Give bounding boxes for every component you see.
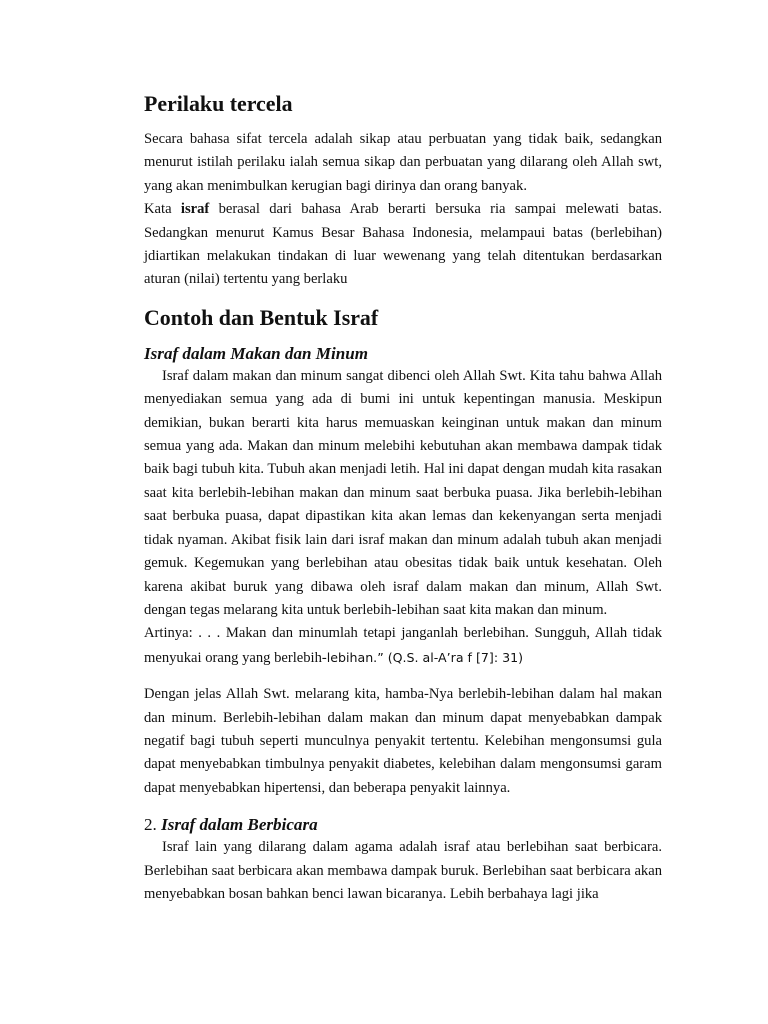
artinya-citation: lebihan.” (Q.S. al-A’ra f [7]: 31)	[326, 649, 524, 665]
israf-intro-text: Kata	[144, 201, 181, 218]
paragraph-berbicara: Israf lain yang dilarang dalam agama adalah israf atau berlebihan saat berbicara. Berlebihan saat berbicara akan membawa dampak buruk. Berlebihan saat berbicara akan menyebabkan bosan bahkan benci lawan bicaranya. Lebih berbahaya lagi jika	[144, 839, 662, 902]
paragraph-israf-definition	[144, 198, 662, 292]
section-title-contoh-bentuk-israf: Contoh dan Bentuk Israf	[144, 304, 379, 330]
paragraph-definition: Secara bahasa sifat tercela adalah sikap atau perbuatan yang tidak baik, sedangkan menurut istilah perilaku ialah semua sikap dan perbuatan yang dilarang oleh Allah swt, yang akan menimbulkan kerugian bagi dirinya dan orang banyak.	[144, 131, 662, 194]
israf-bold-term: israf	[180, 201, 210, 218]
subsection-title-makan-minum: Israf dalam Makan dan Minum	[144, 343, 368, 363]
paragraph-makan-minum: Israf dalam makan dan minum sangat dibenci oleh Allah Swt. Kita tahu bahwa Allah menyediakan semua yang ada di bumi ini untuk kepentingan manusia. Meskipun demikian, bukan berarti kita harus memuaskan keinginan untuk makan dan minum semua yang ada. Makan dan minum melebihi kebutuhan akan membawa dampak tidak baik bagi tubuh kita. Tubuh akan menjadi letih. Hal ini dapat dengan mudah kita rasakan saat kita berlebih-lebihan makan dan minum saat berbuka puasa. Jika berlebih-lebihan saat berbuka puasa, dapat dipastikan kita akan lemas dan kekenyangan serta menjadi tidak nyaman. Akibat fisik lain dari israf makan dan minum adalah tubuh akan menjadi gemuk. Kegemukan yang berlebihan atau obesitas tidak baik untuk kesehatan. Oleh karena akibat buruk yang dibawa oleh israf dalam makan dan minum, Allah Swt. dengan tegas melarang kita untuk berlebih-lebihan saat kita makan dan minum.	[144, 367, 662, 618]
subsection-number: 2.	[144, 815, 162, 835]
subsection-title-berbicara	[144, 813, 662, 836]
paragraph-larangan: Dengan jelas Allah Swt. melarang kita, hamba-Nya berlebih-lebihan dalam hal makan dan minum. Berlebih-lebihan dalam makan dan minum dapat menyebabkan dampak negatif bagi tubuh seperti munculnya penyakit tertentu. Kelebihan mengonsumsi gula dapat menyebabkan timbulnya penyakit diabetes, kelebihan dalam mengonsumsi garam dapat menyebabkan hipertensi, dan beberapa penyakit lainnya.	[144, 686, 662, 796]
document-page	[144, 90, 662, 906]
subsection-title-text: Israf dalam Berbicara	[161, 815, 318, 835]
israf-definition-text: berasal dari bahasa Arab berarti bersuka ria sampai melewati batas. Sedangkan menurut Kamus Besar Bahasa Indonesia, melampaui batas (berlebihan) jdiartikan melakukan tindakan di luar wewenang yang telah ditentukan berdasarkan aturan (nilai) tertentu yang berlaku	[144, 201, 662, 288]
artinya-text: Artinya: . . . Makan dan minumlah tetapi janganlah berlebihan. Sungguh, Allah tidak menyukai orang yang berlebih-	[144, 625, 662, 666]
section-title-perilaku-tercela: Perilaku tercela	[144, 91, 293, 116]
paragraph-artinya	[144, 622, 662, 670]
